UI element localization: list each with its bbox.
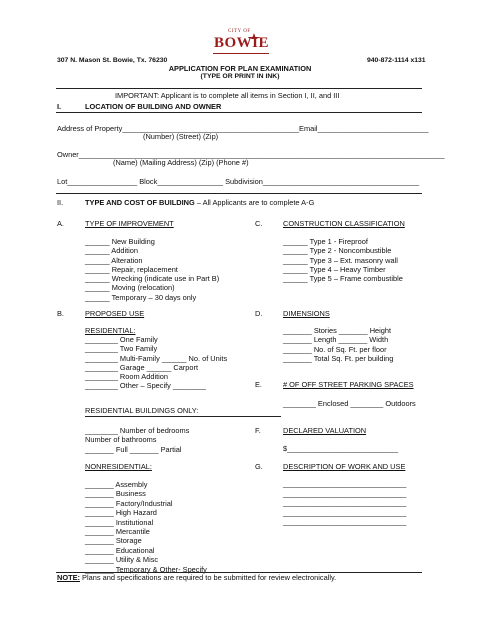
logo-main-text: BOWIE (214, 35, 270, 51)
nonresidential-option[interactable]: _______ Temporary & Other- Specify (85, 564, 207, 574)
nonresidential-option[interactable]: _______ Mercantile (85, 527, 150, 537)
office-address: 307 N. Mason St. Bowie, Tx. 76230 (57, 57, 168, 64)
nonresidential-option[interactable]: _______ Institutional (85, 517, 154, 527)
dimension-field[interactable]: _______ No. of Sq. Ft. per floor (283, 344, 387, 354)
section-g-letter: G. (255, 462, 263, 471)
section-e-title: # OF OFF STREET PARKING SPACES (283, 380, 414, 389)
section-1-title: LOCATION OF BUILDING AND OWNER (85, 102, 222, 111)
section-2-top-rule (56, 193, 422, 194)
work-description-line[interactable]: ______________________________ (283, 479, 407, 488)
construction-option[interactable]: ______ Type 4 – Heavy Timber (283, 264, 386, 274)
owner-field[interactable]: Owner_________________________________________________________________________________________ (57, 150, 445, 159)
improvement-option[interactable]: ______ Moving (relocation) (85, 283, 175, 293)
construction-class-list (283, 237, 403, 283)
note-text: Plans and specifications are required to be submitted for review electronically. (80, 573, 337, 582)
property-address-sublabels: (Number) (Street) (Zip) (143, 132, 219, 141)
section-2-number: II. (57, 198, 64, 207)
nonresidential-option[interactable]: _______ Business (85, 489, 146, 499)
section-g-title: DESCRIPTION OF WORK AND USE (283, 462, 406, 471)
nonresidential-option[interactable]: _______ Educational (85, 545, 155, 555)
improvement-option[interactable]: ______ Addition (85, 246, 139, 256)
residential-option[interactable]: ________ Multi-Family ______ No. of Units (85, 353, 228, 363)
residential-option[interactable]: ________ One Family (85, 335, 158, 344)
nonresidential-option[interactable]: _______ Factory/Industrial (85, 498, 173, 508)
declared-valuation-field[interactable]: $___________________________ (283, 444, 399, 453)
work-description-line[interactable]: ______________________________ (283, 498, 407, 507)
construction-option[interactable]: ______ Type 3 – Ext. masonry wall (283, 255, 398, 265)
section-b-letter: B. (57, 309, 64, 318)
residential-option[interactable]: ________ Two Family (85, 344, 158, 354)
improvement-type-list (85, 237, 219, 302)
logo-top-text: CITY OF (228, 29, 251, 34)
bathrooms-label: Number of bathrooms (85, 435, 157, 445)
improvement-option[interactable]: ______ Alteration (85, 255, 143, 265)
improvement-option[interactable]: ______ Repair, replacement (85, 264, 178, 274)
nonresidential-option[interactable]: _______ Storage (85, 536, 142, 546)
section-b-title: PROPOSED USE (85, 309, 145, 318)
dimension-field[interactable]: _______ Total Sq. Ft. per building (283, 353, 394, 363)
work-description-line[interactable]: ______________________________ (283, 517, 407, 526)
residential-option[interactable]: ________ Garage ______ Carport (85, 362, 198, 372)
dimensions-list (283, 326, 393, 363)
lot-block-subdivision-field[interactable]: Lot_________________ Block________________ Subdivision______________________________________ (57, 177, 420, 186)
section-f-title: DECLARED VALUATION (283, 426, 367, 435)
important-note: IMPORTANT: Applicant is to complete all items in Section I, II, and III (115, 91, 340, 100)
section-e-letter: E. (255, 380, 262, 389)
owner-sublabels: (Name) (Mailing Address) (Zip) (Phone #) (113, 158, 249, 167)
residential-option[interactable]: ________ Room Addition (85, 372, 169, 382)
construction-option[interactable]: ______ Type 5 – Frame combustible (283, 274, 403, 284)
dimension-field[interactable]: _______ Stories _______ Height (283, 326, 392, 335)
residential-use-list (85, 335, 227, 391)
nonresidential-option[interactable]: _______ Assembly (85, 480, 148, 489)
work-description-lines (283, 479, 406, 527)
important-top-rule (56, 88, 422, 89)
residential-buildings-list (85, 426, 189, 454)
nonresidential-option[interactable]: _______ Utility & Misc (85, 555, 159, 565)
form-subtitle: (TYPE OR PRINT IN INK) (200, 73, 280, 80)
work-description-line[interactable]: ______________________________ (283, 488, 407, 498)
improvement-option[interactable]: ______ Wrecking (indicate use in Part B) (85, 274, 220, 284)
section-f-letter: F. (255, 426, 261, 435)
bathrooms-field[interactable]: _______ Full _______ Partial (85, 444, 182, 454)
section-d-letter: D. (255, 309, 263, 318)
section-2-heading (85, 198, 314, 207)
work-description-line[interactable]: ______________________________ (283, 507, 407, 517)
bedrooms-field[interactable]: ________ Number of bedrooms (85, 426, 190, 435)
property-address-field[interactable]: Address of Property___________________________________________Email___________________________ (57, 124, 429, 133)
section-c-title: CONSTRUCTION CLASSIFICATION (283, 219, 405, 228)
note-label: NOTE: (57, 573, 80, 582)
nonresidential-option[interactable]: _______ High Hazard (85, 508, 157, 518)
nonresidential-use-list (85, 480, 207, 574)
residential-buildings-only-rule (85, 416, 281, 417)
section-a-letter: A. (57, 219, 64, 228)
section-2-title: TYPE AND COST OF BUILDING (85, 198, 195, 207)
section-d-title: DIMENSIONS (283, 309, 330, 318)
section-a-title: TYPE OF IMPROVEMENT (85, 219, 174, 228)
construction-option[interactable]: ______ Type 2 - Noncombustible (283, 246, 392, 256)
dimension-field[interactable]: _______ Length _______ Width (283, 335, 389, 345)
logo-underline (213, 53, 269, 54)
residential-buildings-only-title: RESIDENTIAL BUILDINGS ONLY: (85, 406, 199, 415)
improvement-option[interactable]: ______ Temporary – 30 days only (85, 292, 197, 302)
footer-note (57, 573, 336, 582)
residential-title: RESIDENTIAL: (85, 326, 136, 335)
section-1-rule (56, 112, 422, 113)
section-2-instructions: – All Applicants are to complete A-G (194, 198, 315, 207)
parking-spaces-field[interactable]: ________ Enclosed ________ Outdoors (283, 399, 416, 408)
section-c-letter: C. (255, 219, 263, 228)
improvement-option[interactable]: ______ New Building (85, 237, 155, 246)
section-1-number: I. (57, 102, 62, 111)
nonresidential-title: NONRESIDENTIAL: (85, 462, 152, 471)
office-phone: 940-872-1114 x131 (367, 57, 426, 64)
form-title: APPLICATION FOR PLAN EXAMINATION (168, 64, 312, 73)
residential-option[interactable]: ________ Other – Specify ________ (85, 381, 206, 391)
construction-option[interactable]: ______ Type 1 - Fireproof (283, 237, 368, 246)
